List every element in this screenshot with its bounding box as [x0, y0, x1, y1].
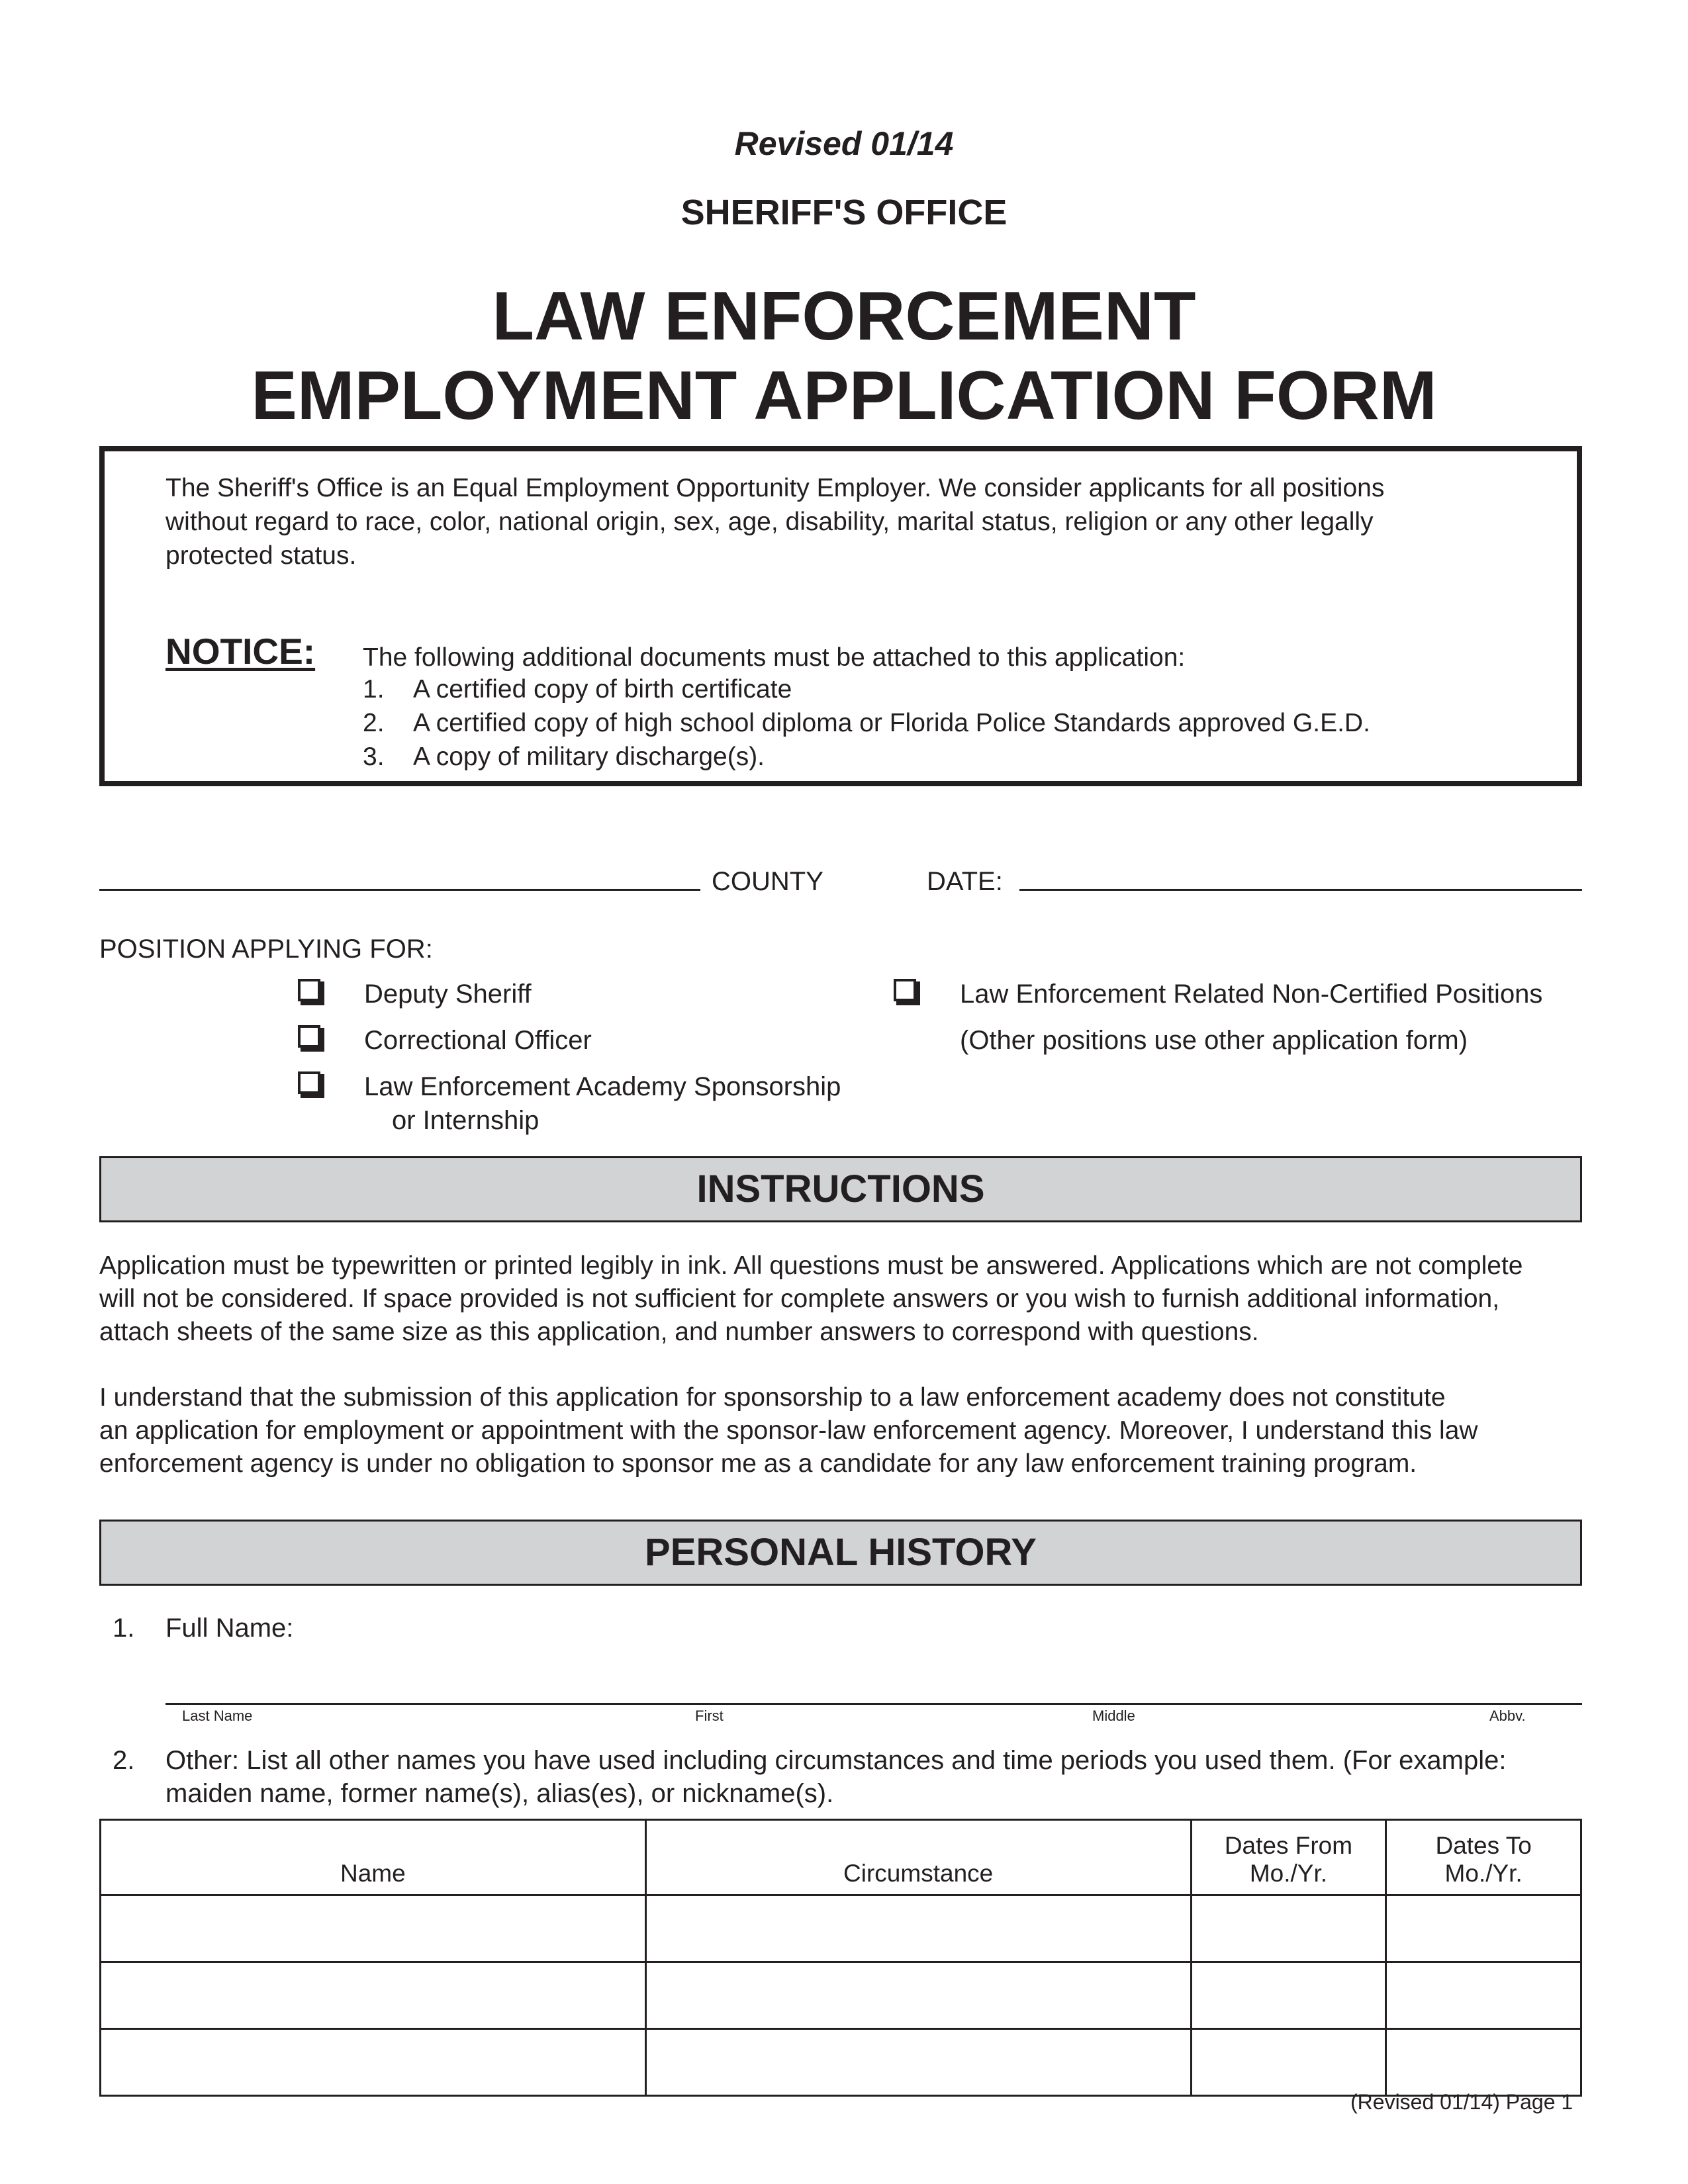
table-row: [101, 1895, 1581, 1962]
instructions-paragraph-2: I understand that the submission of this application for sponsorship to a law enforcement academy does not constitute an application for employment or appointment with the sponsor-law enforcement agency. Moreover, I understand this law enforcement agency is under no obligation to sponsor me as a candidate for any law enforcement training program.: [99, 1383, 1478, 1478]
academy-sponsorship-option-label-cont: or Internship: [392, 1106, 539, 1135]
date-label: DATE:: [927, 867, 1003, 896]
table-header-row: [101, 1820, 1581, 1895]
revision-label: Revised 01/14: [734, 125, 954, 162]
correctional-officer-option-label: Correctional Officer: [364, 1026, 592, 1055]
column-header-circumstance: Circumstance: [645, 1820, 1191, 1895]
abbreviation-caption: Abbv.: [1489, 1707, 1526, 1724]
form-title: [0, 277, 1688, 435]
deputy-sheriff-checkbox[interactable]: [298, 979, 320, 1001]
dates-to-cell[interactable]: [1386, 2029, 1581, 2096]
required-document-item: 1. A certified copy of birth certificate: [363, 675, 792, 704]
eeo-statement: [165, 471, 1523, 572]
correctional-officer-checkbox[interactable]: [298, 1025, 320, 1048]
other-positions-note: (Other positions use other application form): [960, 1026, 1468, 1055]
circumstance-cell[interactable]: [645, 2029, 1191, 2096]
question-number: 2.: [113, 1746, 135, 1775]
table-row: [101, 1962, 1581, 2029]
first-name-caption: First: [695, 1707, 724, 1724]
full-name-label: Full Name:: [165, 1614, 294, 1643]
dates-from-cell[interactable]: [1191, 1895, 1386, 1962]
column-header-name: Name: [101, 1820, 646, 1895]
deputy-sheriff-option-label: Deputy Sheriff: [364, 979, 532, 1009]
column-header-dates-to: Dates To Mo./Yr.: [1386, 1820, 1581, 1895]
dates-from-cell[interactable]: [1191, 1962, 1386, 2029]
academy-sponsorship-option-label: Law Enforcement Academy Sponsorship: [364, 1072, 841, 1101]
last-name-caption: Last Name: [182, 1707, 253, 1724]
middle-name-caption: Middle: [1092, 1707, 1135, 1724]
academy-sponsorship-checkbox[interactable]: [298, 1071, 320, 1094]
name-cell[interactable]: [101, 1895, 646, 1962]
page-footer: (Revised 01/14) Page 1: [1350, 2090, 1573, 2114]
required-document-item: 3. A copy of military discharge(s).: [363, 743, 765, 771]
county-field[interactable]: [99, 889, 700, 891]
eeo-line: protected status.: [165, 541, 357, 570]
circumstance-cell[interactable]: [645, 1895, 1191, 1962]
eeo-line: without regard to race, color, national origin, sex, age, disability, marital status, religion or any other legally: [165, 508, 1374, 536]
personal-history-heading: PERSONAL HISTORY: [99, 1520, 1582, 1586]
instructions-paragraph-1: Application must be typewritten or printed legibly in ink. All questions must be answered. Applications which are not complete will not be considered. If space provided is not sufficient for complete answers or you wish to furnish additional information, attach sheets of the same size as this application, and number answers to correspond with questions.: [99, 1251, 1523, 1346]
column-header-dates-from: Dates From Mo./Yr.: [1191, 1820, 1386, 1895]
form-title-line1: LAW ENFORCEMENT: [492, 278, 1196, 355]
non-certified-positions-checkbox[interactable]: [894, 979, 916, 1001]
question-number: 1.: [113, 1614, 135, 1643]
table-row: [101, 2029, 1581, 2096]
notice-intro: The following additional documents must be attached to this application:: [363, 643, 1186, 672]
non-certified-positions-option-label: Law Enforcement Related Non-Certified Positions: [960, 979, 1543, 1009]
dates-to-cell[interactable]: [1386, 1962, 1581, 2029]
date-field[interactable]: [1019, 889, 1582, 891]
dates-to-cell[interactable]: [1386, 1895, 1581, 1962]
circumstance-cell[interactable]: [645, 1962, 1191, 2029]
position-label: POSITION APPLYING FOR:: [99, 934, 433, 964]
full-name-field[interactable]: [165, 1703, 1582, 1705]
name-cell[interactable]: [101, 2029, 646, 2096]
other-names-instructions: Other: List all other names you have used including circumstances and time periods you used them. (For example: maiden name, former name(s), alias(es), or nickname(s).: [165, 1746, 1507, 1808]
county-label: COUNTY: [712, 867, 823, 896]
notice-label: NOTICE:: [165, 631, 316, 672]
eeo-line: The Sheriff's Office is an Equal Employment Opportunity Employer. We consider applicants for all positions: [165, 474, 1385, 502]
dates-from-cell[interactable]: [1191, 2029, 1386, 2096]
office-name: SHERIFF'S OFFICE: [680, 193, 1008, 232]
other-names-table: [99, 1819, 1582, 2097]
form-title-line2: EMPLOYMENT APPLICATION FORM: [251, 357, 1437, 434]
name-cell[interactable]: [101, 1962, 646, 2029]
required-document-item: 2. A certified copy of high school diploma or Florida Police Standards approved G.E.D.: [363, 709, 1370, 737]
instructions-heading: INSTRUCTIONS: [99, 1156, 1582, 1222]
